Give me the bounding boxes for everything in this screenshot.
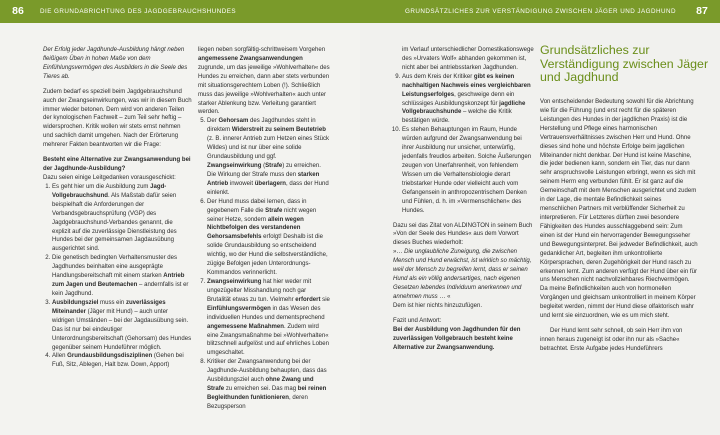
left-column-2 — [198, 46, 330, 412]
numbered-list — [43, 183, 192, 370]
page-number-left: 86 — [12, 5, 24, 17]
paragraph: Von entscheidender Bedeutung sowohl für die Abrichtung wie für die Führung (und erst recht für die späteren Leistungen des Hundes in der jagdlichen Praxis) ist die Herstellung und Pflege eines harmonischen Vertrauensverhältnisses zwischen Herr und Hund. Ohne dieses sind hohe und höchste Erfolge beim jagdlichen Miteinander nicht denkbar. Der Hund ist keine Maschine, die jeder bedienen kann, sondern ein Tier, das nur dann sehr anspruchsvolle Leistungen erbringt, wenn es sich mit seinem Herrn eng verbunden fühlt. Er ist ganz auf die Gemeinschaft mit dem Menschen ausgerichtet und zudem in der Lage, die mentale Befindlichkeit seines menschlichen Partners mit verblüffender Sicherheit zu interpretieren. Für Letzteres dürften zwei besondere Fähigkeiten des Hundes ausschlaggebend sein: Zum einen ist der Hund ein hervorragender Bewegungsseher und Bewegungsinterpret. Bei jedweder Befindlichkeit, auch gedanklicher Art, begleiten ihm unkontrollierte Körpersprachen, deren Zugehörigkeit der Hund rasch zu erkennen lernt. Zum anderen verfügt der Hund über ein für uns Menschen nicht nachvollziehbares Riechvermögen. Da meine Befindlichkeiten auch von hormonellen Vorgängen und gleichsam unkontrolliert in meinem Körper begleitet werden, nimmt der Hund diese olfaktorisch wahr und lernt sie einzuordnen, wie es um mich steht. — [540, 99, 698, 320]
paragraph: Zudem bedarf es speziell beim Jagdgebrauchshund auch der Zwangseinwirkungen, was wir in diesem Buch immer wieder betonen. Dem wird von anderen Teilen der kynologischen Fachwelt – zum Teil sehr heftig – widersprochen. Kritik wollen wir stets ernst nehmen und sachlich damit umgehen. Nach der Erörterung mehrerer Fakten beantworten wir die Frage: — [43, 88, 192, 149]
right-column-2 — [540, 98, 698, 354]
section-title: Grundsätzliches zur Verständigung zwischen Jäger und Jagdhund — [540, 43, 709, 85]
numbered-list — [198, 117, 330, 411]
page-number-right: 87 — [696, 5, 708, 17]
paragraph: Dem ist hier nichts hinzuzufügen. — [393, 302, 483, 309]
list-item: 8. Kritiker der Zwangsanwendung bei der Jagdhunde-Ausbildung behaupten, dass das Ausbildungsziel auch ohne Zwang und Strafe zu erreichen sei. Das mag bei reinen Begleithunden funktionieren, deren Bezugsperson — [207, 358, 330, 412]
paragraph: Dazu sei das Zitat von ALDINGTON in seinem Buch »Von der Seele des Hundes« aus dem Vorwort dieses Buches wiederholt: — [393, 222, 533, 247]
list-item: 10. Es stehen Behauptungen im Raum, Hunde würden aufgrund der Zwangsanwendung bei ihrer Ausbildung nur unsicher, unterwürfig, jedenfalls freudlos arbeiten. Solche Äußerungen zeugen von Unerfahrenheit, von fehlendem Wissen um die Verhaltensbiologie derart triebstarker Hunde oder vielleicht auch vom Gefangensein in anthropozentrischem Denken und Fühlen, d. h. im »Vermenschlichen« des Hundes. — [402, 126, 535, 215]
list-item: 1. Es geht hier um die Ausbildung zum Jagd-Vollgebrauchshund. Als Maßstab dafür seien beispielhaft die Anforderungen der Verbandsgebrauchsprüfung (VGP) des Jagdgebrauchshund-Verbandes genannt, die explizit auf die zuverlässige Dienstleistung des Hundes bei der gemeinsamen Jagdausübung ausgerichtet sind. — [52, 183, 192, 254]
answer-label: Fazit und Antwort: — [393, 317, 442, 324]
question-heading: Besteht eine Alternative zur Zwangsanwendung bei der Jagdhunde-Ausbildung? — [43, 157, 191, 173]
paragraph: Dazu seien einige Leitgedanken vorausgeschickt: — [43, 174, 176, 181]
intro-italic: Der Erfolg jeder Jagdhunde-Ausbildung hängt neben fleißigem Üben in hohen Maße von dem Einfühlungsvermögen des Ausbilders in die Seele des Tieres ab. — [43, 47, 188, 80]
running-header-left: DIE GRUNDABRICHTUNG DES JAGDGEBRAUCHSHUNDES — [40, 8, 237, 15]
paragraph: Der Hund lernt sehr schnell, ob sein Herr ihm von innen heraus zugeneigt ist oder ihn nur als »Sache« betrachtet. Erste Aufgabe jedes Hundeführers — [540, 328, 683, 352]
list-item: 3. Ausbildungsziel muss ein zuverlässiges Miteinander (Jäger mit Hund) – auch unter widrigen Umständen – bei der Jagdausübung sein. Das ist nur bei eindeutiger Unterordnungsbereitschaft (Gehorsam) des Hundes gegenüber seinem Hundeführer möglich. — [52, 299, 192, 353]
paragraph: liegen neben sorgfältig-schrittweisem Vorgehen angemessene Zwangsanwendungen zugrunde, um das jeweilige »Wohlverhalten« des Hundes zu erreichen, dann aber stets verbunden mit situationsgerechtem Loben (!). Schließlich muss das jeweilige »Wohlverhalten« auch unter starker Ablenkung bzw. Verleitung garantiert werden. — [198, 47, 330, 116]
list-item: 2. Die genetisch bedingten Verhaltensmuster des Jagdhundes beinhalten eine ausgeprägte Handlungsbereitschaft mit einem starken Antrieb zum Jagen und Beutemachen – andernfalls ist er kein Jagdhund. — [52, 254, 192, 299]
list-item: 5. Der Gehorsam des Jagdhundes steht in direktem Widerstreit zu seinem Beutetrieb (z. B. innerer Antrieb zum Hetzen eines Stück Wildes) und ist nur über eine solide Grundausbildung und ggf. Zwangseinwirkung (Strafe) zu erreichen. Die Wirkung der Strafe muss den starken Antrieb inwoweit überlagern, dass der Hund einlenkt. — [207, 117, 330, 197]
numbered-list — [393, 73, 535, 216]
answer-bold: Bei der Ausbildung von Jagdhunden für den zuverlässigen Vollgebrauch besteht keine Alternative zur Zwangsanwendung. — [393, 326, 521, 351]
running-header-right: GRUNDSÄTZLICHES ZUR VERSTÄNDIGUNG ZWISCHEN JÄGER UND JAGDHUND — [405, 8, 676, 15]
list-item: 7. Zwangseinwirkung hat hier weder mit ungezügelter Misshandlung noch gar Brutalität etwas zu tun. Vielmehr erfordert sie Einfühlungsvermögen in das Wesen des individuellen Hundes und dementsprechend angemessene Maßnahmen. Zudem wird eine Zwangsmaßnahme bei »Wohlverhalten« blitzschnell aufgelöst und auf ehrliches Loben umgeschaltet. — [207, 278, 330, 358]
right-column-1 — [393, 46, 535, 352]
list-item: 4. Allen Grundausbildungsdisziplinen (Gehen bei Fuß, Sitz, Ablegen, Halt bzw. Down, Apport) — [52, 352, 192, 370]
quote: »… Die unglaubliche Zuneigung, die zwischen Mensch und Hund erwächst, ist wirklich so mächtig, weil der Mensch zu begreifen lernt, dass er seinen Hund als ein völlig andersartiges, nach eigenen Gesetzen lebendes Individuum anerkennen und annehmen muss … « — [393, 249, 532, 300]
list-item: 6. Der Hund muss dabei lernen, dass in gegebenem Falle die Strafe nicht wegen seiner Hetze, sondern allein wegen Nichtbefolgen des verstandenen Gehorsamsbefehls erfolgt! Deshalb ist die solide Grundausbildung so entscheidend wichtig, wo der Hund die selbstverständliche, zügige Befolgen jeden Unterordnungs-Kommandos verinnerlicht. — [207, 198, 330, 278]
paragraph: im Verlauf unterschiedlicher Domestikationswege des »Urvaters Wolf« abhanden gekommen ist, nicht aber bei antriebsstarken Jagdhunden. — [402, 47, 534, 71]
list-item: 9. Aus dem Kreis der Kritiker gibt es keinen nachhaltigen Nachweis eines vergleichbaren Leistungserfolges, geschweige denn ein schlüssiges Ausbildungskonzept für jagdliche Vollgebrauchshunde – welche die Kritik bestätigen würde. — [402, 73, 535, 127]
left-column-1 — [43, 46, 192, 370]
